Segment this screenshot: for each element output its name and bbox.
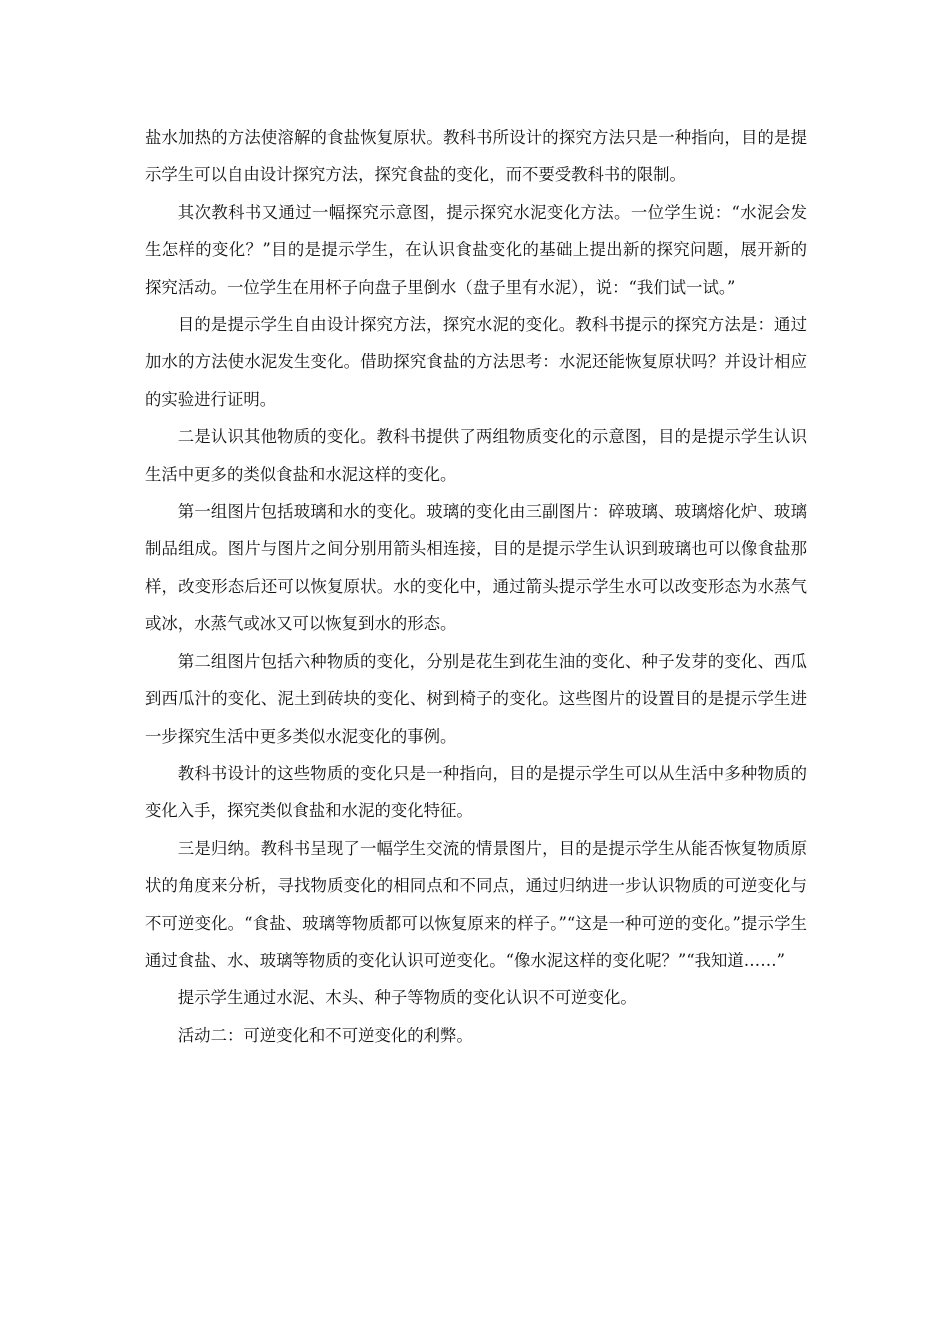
- paragraph-3: 目的是提示学生自由设计探究方法，探究水泥的变化。教科书提示的探究方法是：通过加水的方法使水泥发生变化。借助探究食盐的方法思考：水泥还能恢复原状吗？并设计相应的实验进行证明。: [145, 315, 807, 409]
- paragraph-10: 活动二：可逆变化和不可逆变化的利弊。: [177, 1025, 473, 1045]
- paragraph-1: 盐水加热的方法使溶解的食盐恢复原状。教科书所设计的探究方法只是一种指向，目的是提示学生可以自由设计探究方法，探究食盐的变化，而不要受教科书的限制。: [145, 128, 807, 185]
- paragraph-7: 教科书设计的这些物质的变化只是一种指向，目的是提示学生可以从生活中多种物质的变化入手，探究类似食盐和水泥的变化特征。: [145, 763, 807, 821]
- paragraph-2: 其次教科书又通过一幅探究示意图，提示探究水泥变化方法。一位学生说：“水泥会发生怎样的变化？”目的是提示学生，在认识食盐变化的基础上提出新的探究问题，展开新的探究活动。一位学生在用杯子向盘子里倒水（盘子里有水泥），说：“我们试一试。”: [145, 202, 807, 297]
- document-body: [145, 119, 807, 1054]
- paragraph-4: 二是认识其他物质的变化。教科书提供了两组物质变化的示意图，目的是提示学生认识生活中更多的类似食盐和水泥这样的变化。: [145, 427, 807, 484]
- paragraph-8: 三是归纳。教科书呈现了一幅学生交流的情景图片，目的是提示学生从能否恢复物质原状的角度来分析，寻找物质变化的相同点和不同点，通过归纳进一步认识物质的可逆变化与不可逆变化。“食盐、玻璃等物质都可以恢复原来的样子。”“这是一种可逆的变化。”提示学生通过食盐、水、玻璃等物质的变化认识可逆变化。“像水泥这样的变化呢？”“我知道……”: [145, 838, 807, 970]
- paragraph-5: 第一组图片包括玻璃和水的变化。玻璃的变化由三副图片：碎玻璃、玻璃熔化炉、玻璃制品组成。图片与图片之间分别用箭头相连接，目的是提示学生认识到玻璃也可以像食盐那样，改变形态后还可以恢复原状。水的变化中，通过箭头提示学生水可以改变形态为水蒸气或冰，水蒸气或冰又可以恢复到水的形态。: [145, 502, 807, 634]
- paragraph-6: 第二组图片包括六种物质的变化，分别是花生到花生油的变化、种子发芽的变化、西瓜到西瓜汁的变化、泥土到砖块的变化、树到椅子的变化。这些图片的设置目的是提示学生进一步探究生活中更多类似水泥变化的事例。: [145, 651, 807, 746]
- paragraph-9: 提示学生通过水泥、木头、种子等物质的变化认识不可逆变化。: [177, 988, 637, 1008]
